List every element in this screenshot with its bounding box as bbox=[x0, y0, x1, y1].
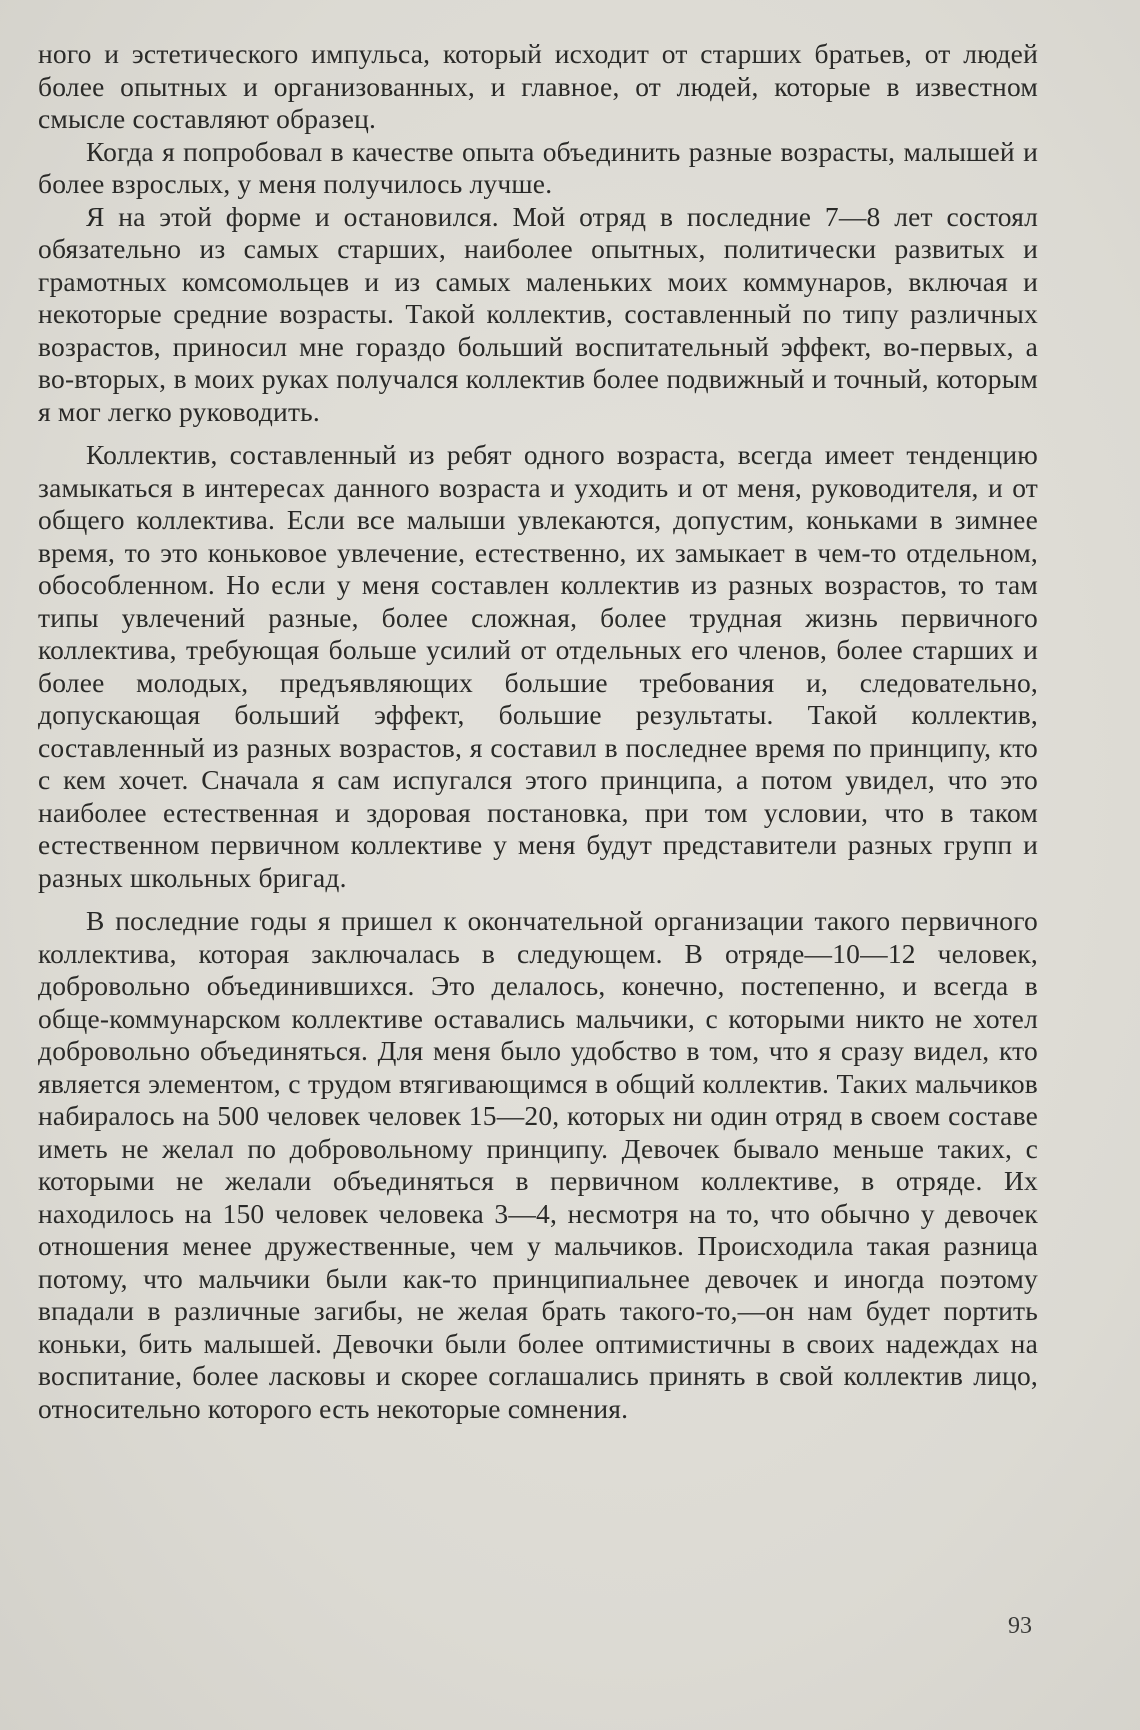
page-number: 93 bbox=[1008, 1613, 1032, 1639]
paragraph-mixed-ages: Когда я попробовал в качестве опыта объединить разные возрасты, малышей и более взрослых, у меня получилось лучше. bbox=[38, 135, 1038, 199]
paragraph-same-age-collective: Коллектив, составленный из ребят одного возраста, всегда имеет тенденцию замыкаться в интересах данного возраста и уходить и от меня, руководителя, и от общего коллектива. Если все малыши увлекаются, допустим, коньками в зимнее время, то это коньковое увлечение, естественно, их замыкает в чем-то отдельном, обособленном. Но если у меня составлен коллектив из разных возрастов, то там типы увлечений разные, более сложная, более трудная жизнь первичного коллектива, требующая больше усилий от отдельных его членов, более старших и более молодых, предъявляющих большие требования и, следовательно, допускающая больший эффект, большие результаты. Такой коллектив, составленный из разных возрастов, я составил в последнее время по принципу, кто с кем хочет. Сначала я сам испугался этого принципа, а потом увидел, что это наиболее естественная и здоровая постановка, при том условии, что в таком естественном первичном коллективе у меня будут представители разных групп и разных школьных бригад. bbox=[38, 439, 1038, 893]
paragraph-final-organization: В последние годы я пришел к окончательной организации такого первичного коллектива, которая заключалась в следующем. В отряде—10—12 человек, добровольно объединившихся. Это делалось, конечно, постепенно, и всегда в обще-коммунарском коллективе оставались мальчики, с которыми никто не хотел добровольно объединяться. Для меня было удобство в том, что я сразу видел, кто является элементом, с трудом втягивающимся в общий коллектив. Таких мальчиков набиралось на 500 человек человек 15—20, которых ни один отряд в своем составе иметь не желал по добровольному принципу. Девочек бывало меньше таких, с которыми не желали объединяться в первичном коллективе, в отряде. Их находилось на 150 человек человека 3—4, несмотря на то, что обычно у девочек отношения менее дружественные, чем у мальчиков. Происходила такая разница потому, что мальчики были как-то принципиальнее девочек и иногда поэтому впадали в различные загибы, не желая брать такого-то,—он нам будет портить коньки, бить малышей. Девочки были более оптимистичны в своих надеждах на воспитание, более ласковы и скорее соглашались принять в свой коллектив лицо, относительно которого есть некоторые сомнения. bbox=[38, 905, 1038, 1424]
paragraph-continuation: ного и эстетического импульса, который исходит от старших братьев, от людей более опытных и организованных, и главное, от людей, которые в известном смысле составляют образец. bbox=[38, 38, 1038, 134]
paragraph-my-detachment: Я на этой форме и остановился. Мой отряд в последние 7—8 лет состоял обязательно из самых старших, наиболее опытных, политически развитых и грамотных комсомольцев и из самых маленьких моих коммунаров, включая и некоторые средние возрасты. Такой коллектив, составленный по типу различных возрастов, приносил мне гораздо больший воспитательный эффект, во-первых, а во-вторых, в моих руках получался коллектив более подвижный и точный, которым я мог легко руководить. bbox=[38, 200, 1038, 427]
page-body bbox=[38, 38, 1038, 1425]
